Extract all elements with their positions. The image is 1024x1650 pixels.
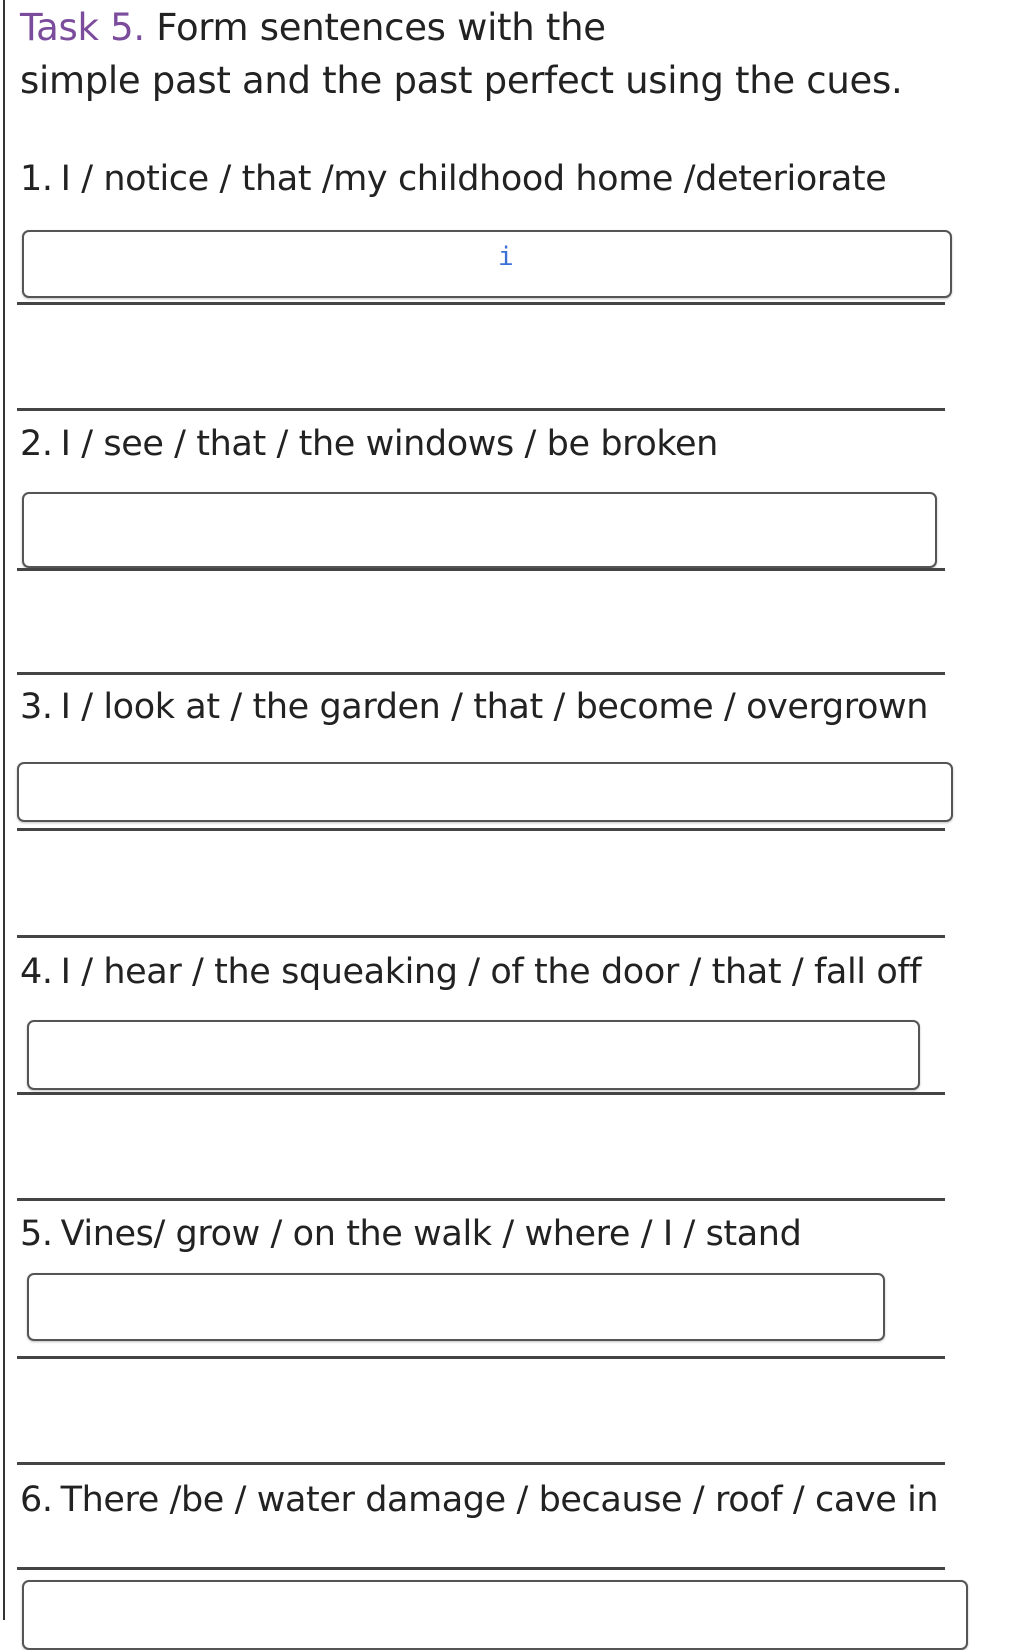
question-number: 1.: [20, 159, 53, 199]
answer-line: [17, 408, 945, 411]
answer-line: [17, 1567, 945, 1570]
question-cue: There /be / water damage / because / roof / cave in: [60, 1480, 939, 1520]
question-cue: I / look at / the garden / that / become / overgrown: [60, 687, 928, 727]
answer-input-3[interactable]: [17, 762, 953, 822]
task-instruction-line1: Form sentences with the: [156, 6, 606, 49]
question-cue: I / hear / the squeaking / of the door / that / fall off: [60, 952, 922, 992]
question-2: [20, 422, 718, 466]
question-cue: I / notice / that /my childhood home /deteriorate: [60, 159, 887, 199]
question-number: 5.: [20, 1214, 53, 1254]
question-number: 6.: [20, 1480, 53, 1520]
question-cue: Vines/ grow / on the walk / where / I / stand: [60, 1214, 802, 1254]
answer-line: [17, 1092, 945, 1095]
question-4: [20, 950, 921, 994]
answer-line: [17, 1462, 945, 1465]
answer-line: [17, 672, 945, 675]
task-label: Task 5.: [20, 6, 145, 49]
answer-line: [17, 1198, 945, 1201]
question-number: 2.: [20, 424, 53, 464]
answer-line: [17, 935, 945, 938]
answer-input-2[interactable]: [22, 492, 937, 568]
question-5: [20, 1212, 801, 1256]
question-6: [20, 1478, 938, 1522]
text-cursor-icon: i: [498, 242, 514, 272]
question-number: 4.: [20, 952, 53, 992]
answer-input-5[interactable]: [27, 1273, 885, 1341]
task-heading: [20, 2, 606, 54]
answer-input-1[interactable]: [22, 230, 952, 298]
question-number: 3.: [20, 687, 53, 727]
answer-line: [17, 1356, 945, 1359]
task-instruction-line2: simple past and the past perfect using the cues.: [20, 59, 903, 102]
question-1: [20, 157, 886, 201]
answer-line: [17, 568, 945, 571]
question-3: [20, 685, 928, 729]
page-left-border: [3, 0, 5, 1620]
answer-line: [17, 302, 945, 305]
question-cue: I / see / that / the windows / be broken: [60, 424, 718, 464]
answer-input-6[interactable]: [22, 1580, 968, 1650]
answer-line: [17, 828, 945, 831]
answer-input-4[interactable]: [27, 1020, 920, 1090]
